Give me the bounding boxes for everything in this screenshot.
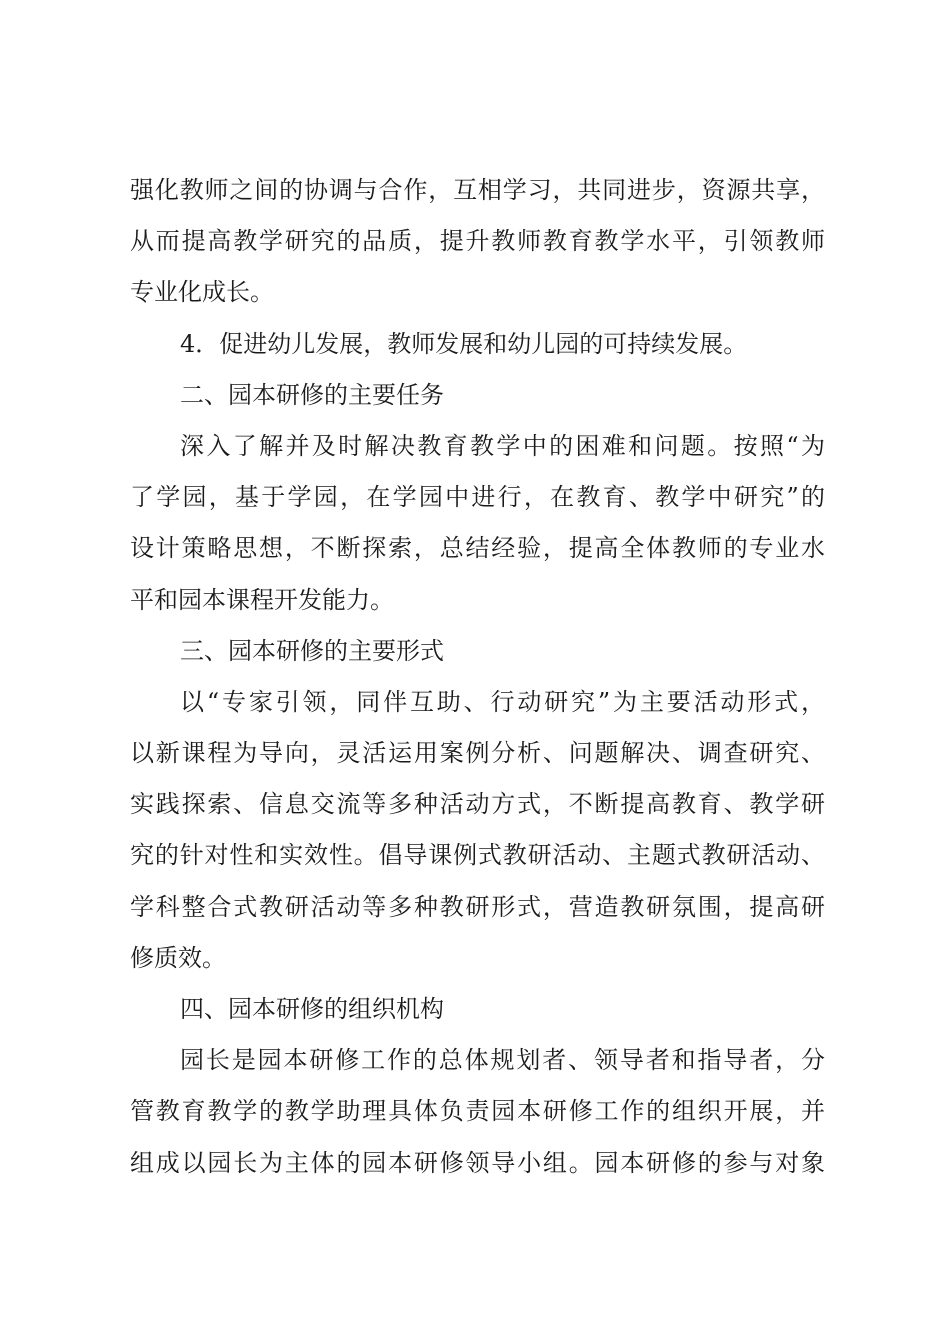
- paragraph-line: 组成以园长为主体的园本研修领导小组。园本研修的参与对象: [130, 1148, 825, 1177]
- paragraph-line: 强化教师之间的协调与合作，互相学习，共同进步，资源共享，: [130, 176, 825, 204]
- paragraph-line: 平和园本课程开发能力。: [130, 585, 394, 614]
- paragraph-line: 实践探索、信息交流等多种活动方式，不断提高教育、教学研: [130, 790, 825, 819]
- paragraph-line: 了学园，基于学园，在学园中进行，在教育、教学中研究”的: [130, 483, 825, 512]
- section-heading-3: 三、园本研修的主要形式: [180, 636, 444, 665]
- paragraph-line: 管教育教学的教学助理具体负责园本研修工作的组织开展，并: [130, 1097, 825, 1126]
- paragraph-line: 学科整合式教研活动等多种教研形式，营造教研氛围，提高研: [130, 892, 825, 921]
- paragraph-line: 设计策略思想，不断探索，总结经验，提高全体教师的专业水: [130, 534, 825, 563]
- paragraph-line: 以新课程为导向，灵活运用案例分析、问题解决、调查研究、: [130, 739, 825, 768]
- paragraph-line: 究的针对性和实效性。倡导课例式教研活动、主题式教研活动、: [130, 841, 825, 870]
- section-heading-4: 四、园本研修的组织机构: [180, 995, 444, 1023]
- paragraph-line: 从而提高教学研究的品质，提升教师教育教学水平，引领教师: [130, 227, 825, 256]
- document-body: [130, 165, 825, 1189]
- list-item-4: 4．促进幼儿发展，教师发展和幼儿园的可持续发展。: [180, 329, 748, 358]
- paragraph-line: 深入了解并及时解决教育教学中的困难和问题。按照“为: [180, 431, 825, 460]
- paragraph-line: 专业化成长。: [130, 278, 274, 307]
- paragraph-line: 以“专家引领，同伴互助、行动研究”为主要活动形式，: [180, 687, 825, 716]
- paragraph-line: 园长是园本研修工作的总体规划者、领导者和指导者，分: [180, 1046, 825, 1075]
- section-heading-2: 二、园本研修的主要任务: [180, 380, 444, 409]
- paragraph-line: 修质效。: [130, 943, 226, 972]
